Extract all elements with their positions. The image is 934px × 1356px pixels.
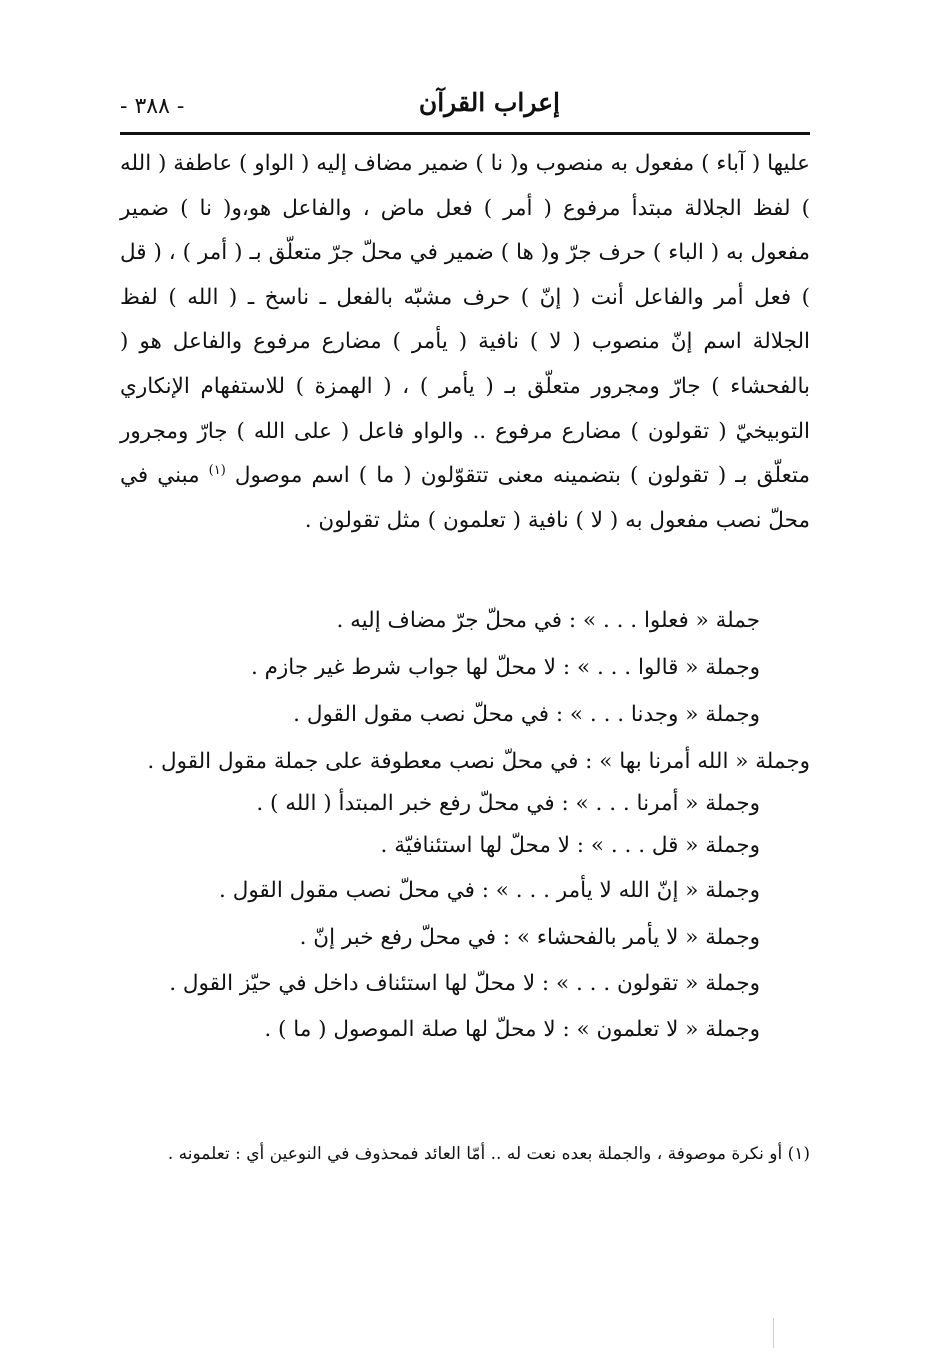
sentence-analysis-line: وجملة « الله أمرنا بها » : في محلّ نصب معطوفة على جملة مقول القول . xyxy=(147,749,810,774)
page-header xyxy=(120,88,810,132)
footnote xyxy=(120,1138,810,1170)
sentence-analysis-line: وجملة « لا تعلمون » : لا محلّ لها صلة الموصول ( ما ) . xyxy=(264,1017,760,1042)
sentence-analysis-line: وجملة « إنّ الله لا يأمر . . . » : في محلّ نصب مقول القول . xyxy=(219,878,760,903)
sentence-analysis-line: وجملة « أمرنا . . . » : في محلّ رفع خبر المبتدأ ( الله ) . xyxy=(256,791,760,816)
header-rule xyxy=(120,132,810,135)
sentence-analysis-line: وجملة « قل . . . » : لا محلّ لها استئنافيّة . xyxy=(380,833,760,858)
body-paragraph-text xyxy=(120,142,810,543)
scan-artifact-line xyxy=(773,1318,774,1348)
page-number: - ٣٨٨ - xyxy=(120,94,185,119)
body-paragraph-main: عليها ( آباء ) مفعول به منصوب و( نا ) ضمير مضاف إليه ( الواو ) عاطفة ( الله ) لفظ الجلالة مبتدأ مرفوع ( أمر ) فعل ماض ، والفاعل هو،و( نا ) ضمير مفعول به ( الباء ) حرف جرّ و( ها ) ضمير في محلّ جرّ متعلّق بـ ( أمر ) ، ( قل ) فعل أمر والفاعل أنت ( إنّ ) حرف مشبّه بالفعل ـ ناسخ ـ ( الله ) لفظ الجلالة اسم إنّ منصوب ( لا ) نافية ( يأمر ) مضارع مرفوع والفاعل هو ( بالفحشاء ) جارّ ومجرور متعلّق بـ ( يأمر ) ، ( الهمزة ) للاستفهام الإنكاري التوبيخيّ ( تقولون ) مضارع مرفوع .. والواو فاعل ( على الله ) جارّ ومجرور متعلّق بـ ( تقولون ) بتضمينه معنى تتقوّلون ( ما ) اسم موصول xyxy=(120,151,810,489)
running-title: إعراب القرآن xyxy=(418,88,560,117)
footnote-reference: (١) xyxy=(208,463,226,478)
body-paragraph xyxy=(120,142,810,543)
sentence-analysis-line: وجملة « قالوا . . . » : لا محلّ لها جواب شرط غير جازم . xyxy=(250,655,760,680)
sentence-analysis-line: جملة « فعلوا . . . » : في محلّ جرّ مضاف إليه . xyxy=(336,608,760,633)
footnote-text: (١) أو نكرة موصوفة ، والجملة بعده نعت له .. أمّا العائد فمحذوف في النوعين أي : تعلمونه . xyxy=(167,1144,810,1164)
sentence-analysis-line: وجملة « لا يأمر بالفحشاء » : في محلّ رفع خبر إنّ . xyxy=(299,925,760,950)
sentence-analysis-list xyxy=(120,598,810,1053)
sentence-analysis-line: وجملة « تقولون . . . » : لا محلّ لها استئناف داخل في حيّز القول . xyxy=(169,971,760,996)
body-paragraph-end: مبني في محلّ نصب مفعول به ( لا ) نافية ( تعلمون ) مثل تقولون . xyxy=(120,463,810,533)
sentence-analysis-line: وجملة « وجدنا . . . » : في محلّ نصب مقول القول . xyxy=(293,702,760,727)
